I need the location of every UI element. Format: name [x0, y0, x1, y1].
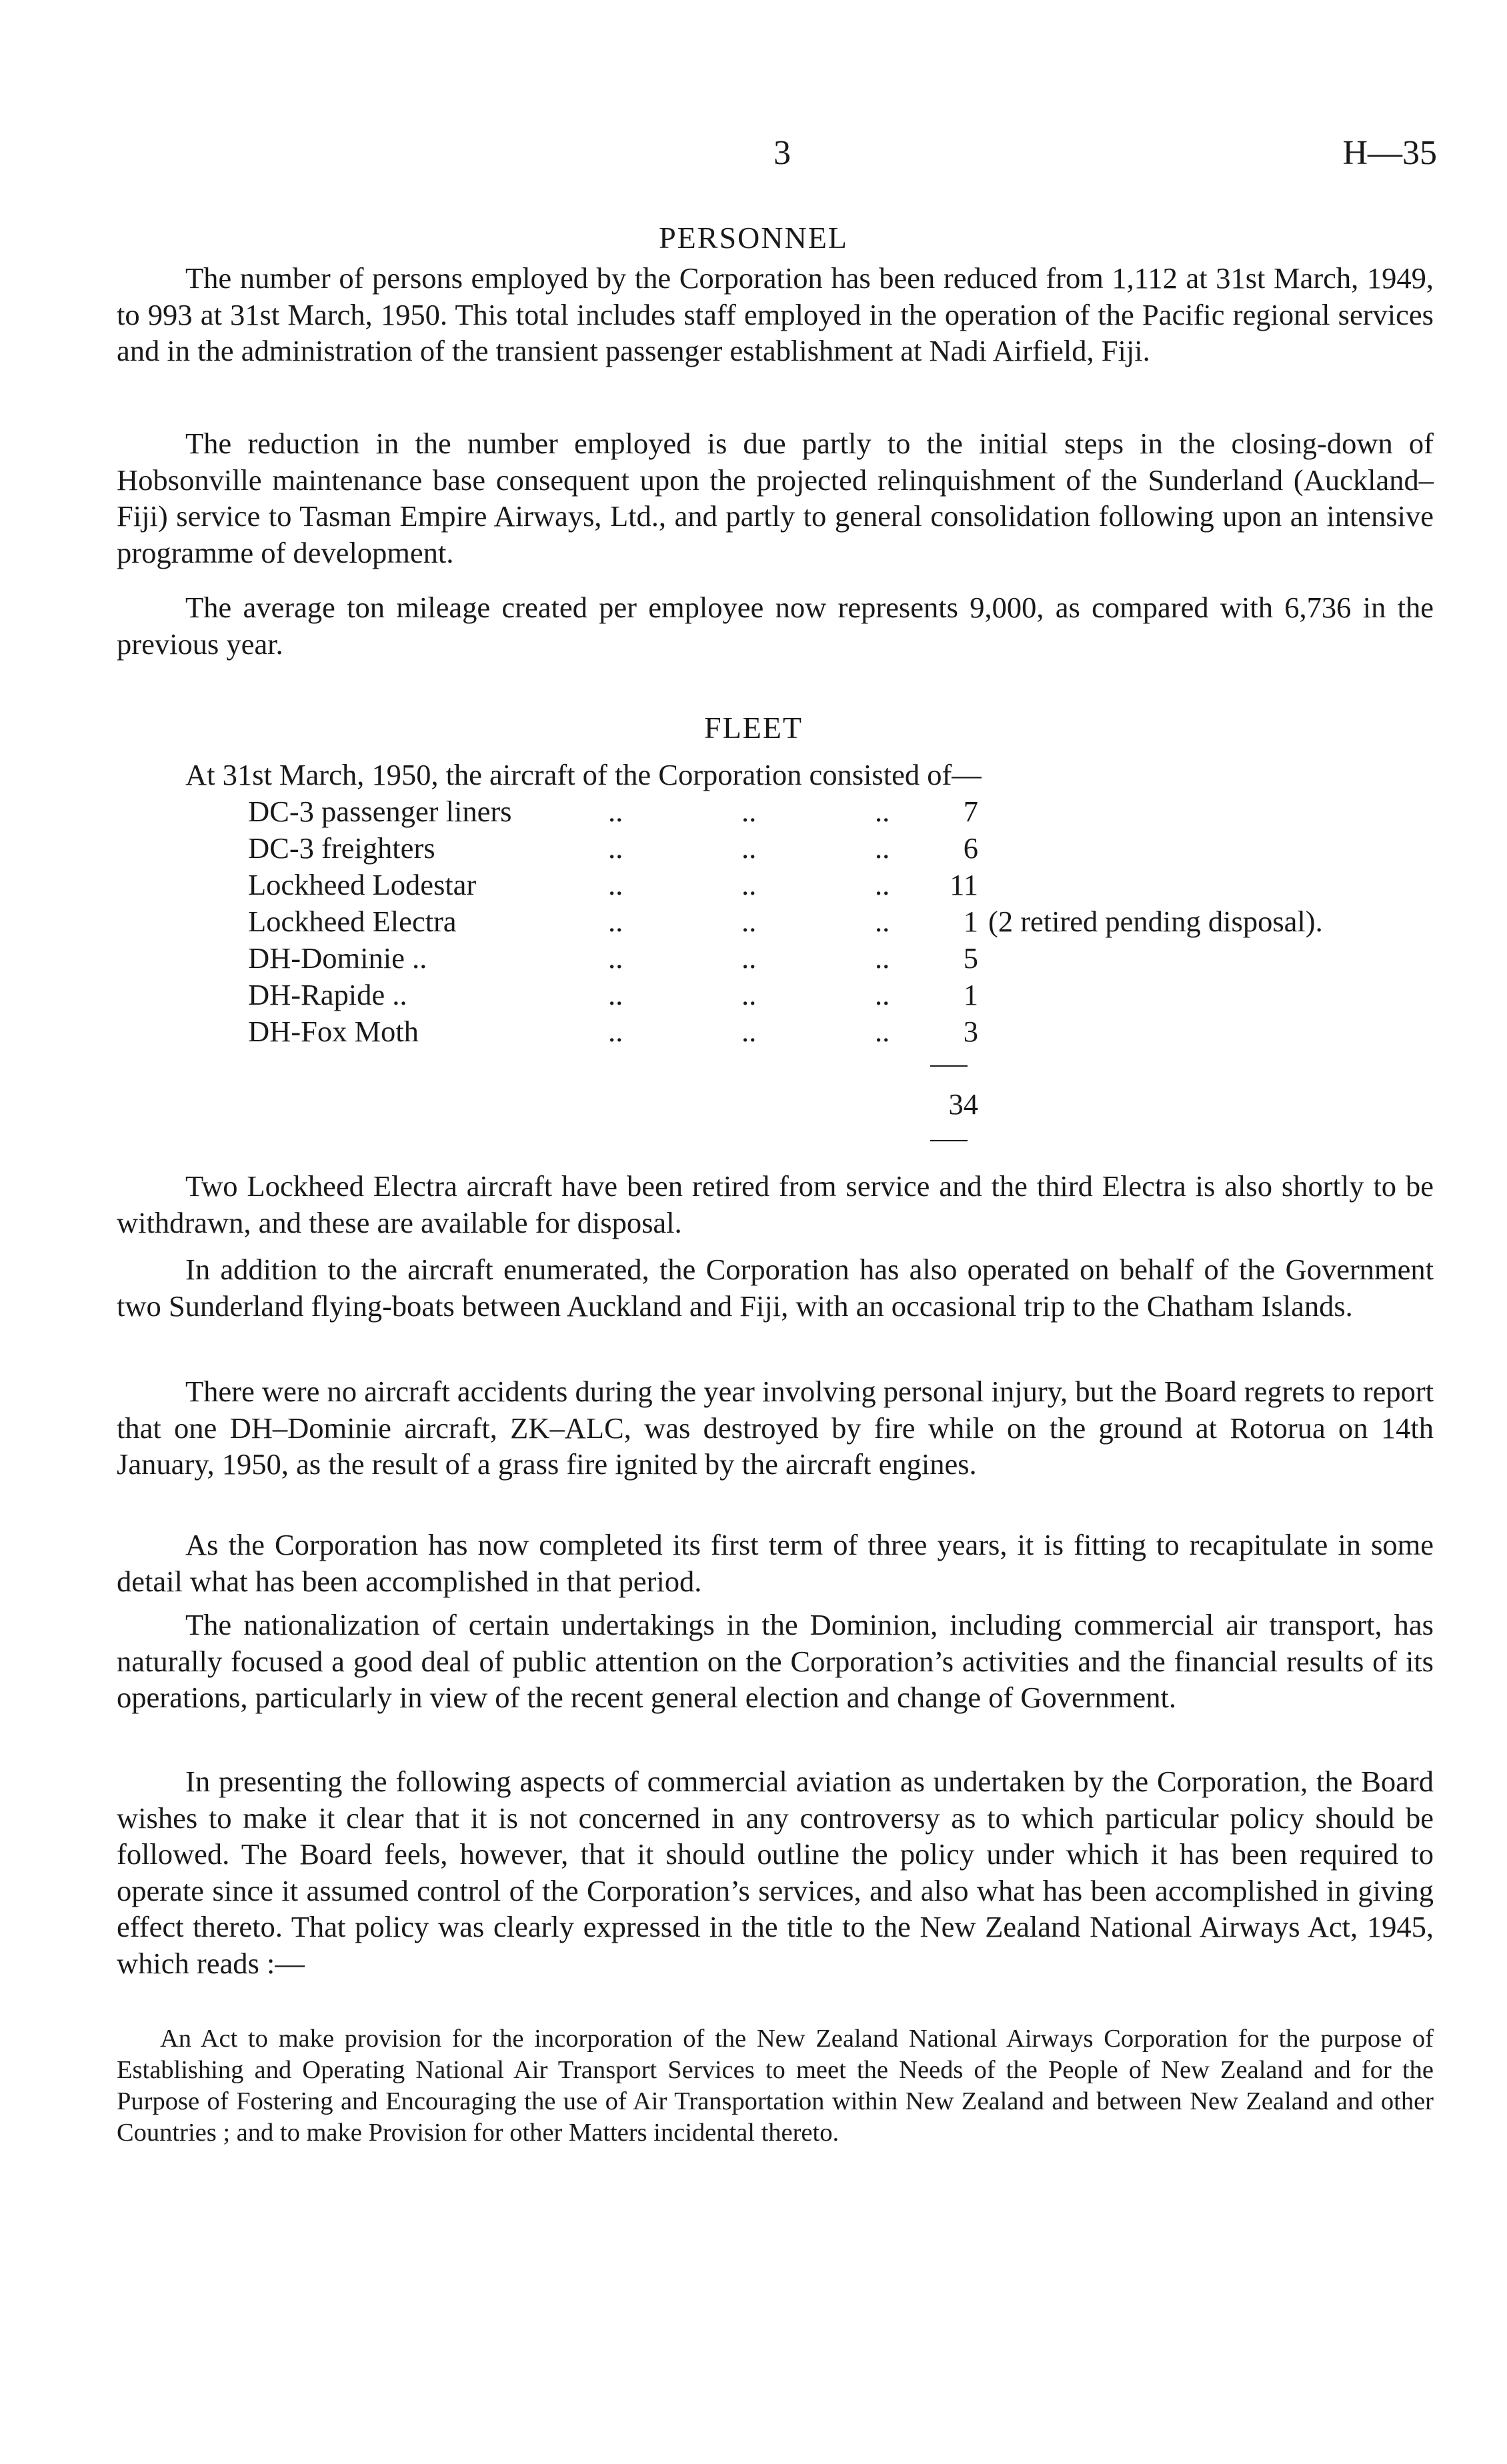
leader-dots: ..: [875, 795, 890, 828]
leader-dots: ..: [741, 831, 757, 865]
aircraft-note: (2 retired pending disposal).: [988, 905, 1323, 938]
aircraft-count: 5: [963, 941, 978, 975]
act-title-quote: An Act to make provision for the incorporation of the New Zealand National Airways Corporation for the purpose of Establishing and Operating National Air Transport Services to meet the Needs of the People of New Zealand and for the Purpose of Fostering and Encouraging the use of Air Transportation within New Zealand and between New Zealand and other Countries ; and to make Provision for other Matters incidental thereto.: [117, 2025, 1434, 2147]
leader-dots: ..: [608, 978, 623, 1011]
paragraph: There were no aircraft accidents during the year involving personal injury, but the Board regrets to report that one DH–Dominie aircraft, ZK–ALC, was destroyed by fire while on the ground at Rotorua on 14th January, 1950, as the result of a grass fire ignited by the aircraft engines.: [117, 1375, 1434, 1481]
leader-dots: ..: [608, 868, 623, 901]
leader-dots: ..: [875, 978, 890, 1011]
aircraft-count: 3: [963, 1015, 978, 1048]
aircraft-count: 6: [963, 831, 978, 865]
leader-dots: ..: [608, 905, 623, 938]
leader-dots: ..: [741, 1015, 757, 1048]
total-rule-top: [930, 1065, 968, 1067]
aircraft-count: 1: [963, 978, 978, 1011]
aircraft-name: DH-Fox Moth: [248, 1015, 419, 1048]
leader-dots: ..: [741, 905, 757, 938]
fleet-total: 34: [948, 1087, 978, 1121]
aircraft-count: 7: [963, 795, 978, 828]
document-reference: H—35: [1342, 134, 1437, 172]
paragraph: The number of persons employed by the Corporation has been reduced from 1,112 at 31st March, 1949, to 993 at 31st March, 1950. This total includes staff employed in the operation of the Pacific regional services and in the administration of the transient passenger establishment at Nadi Airfield, Fiji.: [117, 261, 1434, 367]
aircraft-name: DC-3 passenger liners: [248, 795, 512, 828]
section-heading-fleet: FLEET: [704, 711, 803, 745]
aircraft-name: DH-Dominie ..: [248, 941, 427, 975]
aircraft-name: Lockheed Electra: [248, 905, 457, 938]
leader-dots: ..: [608, 1015, 623, 1048]
leader-dots: ..: [875, 1015, 890, 1048]
aircraft-name: Lockheed Lodestar: [248, 868, 477, 901]
total-rule-bottom: [930, 1140, 968, 1141]
leader-dots: ..: [875, 868, 890, 901]
leader-dots: ..: [875, 831, 890, 865]
leader-dots: ..: [608, 831, 623, 865]
leader-dots: ..: [741, 795, 757, 828]
section-heading-personnel: PERSONNEL: [659, 221, 848, 255]
leader-dots: ..: [608, 941, 623, 975]
paragraph: As the Corporation has now completed its first term of three years, it is fitting to recapitulate in some detail what has been accomplished in that period.: [117, 1528, 1434, 1598]
paragraph: The average ton mileage created per employee now represents 9,000, as compared with 6,736 in the previous year.: [117, 591, 1434, 661]
leader-dots: ..: [741, 941, 757, 975]
paragraph: The nationalization of certain undertakings in the Dominion, including commercial air transport, has naturally focused a good deal of public attention on the Corporation’s activities and the financial results of its operations, particularly in view of the recent general election and change of Government.: [117, 1608, 1434, 1714]
paragraph: Two Lockheed Electra aircraft have been retired from service and the third Electra is also shortly to be withdrawn, and these are available for disposal.: [117, 1169, 1434, 1239]
aircraft-name: DC-3 freighters: [248, 831, 435, 865]
aircraft-name: DH-Rapide ..: [248, 978, 407, 1011]
paragraph: The reduction in the number employed is due partly to the initial steps in the closing-down of Hobsonville maintenance base consequent upon the projected relinquishment of the Sunderland (Auckland–Fiji) service to Tasman Empire Airways, Ltd., and partly to general consolidation following upon an intensive programme of development.: [117, 427, 1434, 569]
page-number: 3: [774, 134, 791, 172]
paragraph: In presenting the following aspects of commercial aviation as undertaken by the Corporation, the Board wishes to make it clear that it is not concerned in any controversy as to which particular policy should be followed. The Board feels, however, that it should outline the policy under which it has been required to operate since it assumed control of the Corporation’s services, and also what has been accomplished in giving effect thereto. That policy was clearly expressed in the title to the New Zealand National Airways Act, 1945, which reads :—: [117, 1765, 1434, 1980]
paragraph: In addition to the aircraft enumerated, the Corporation has also operated on behalf of the Government two Sunderland flying-boats between Auckland and Fiji, with an occasional trip to the Chatham Islands.: [117, 1253, 1434, 1323]
aircraft-count: 11: [950, 868, 978, 901]
fleet-intro: At 31st March, 1950, the aircraft of the Corporation consisted of—: [185, 758, 982, 791]
leader-dots: ..: [608, 795, 623, 828]
leader-dots: ..: [875, 941, 890, 975]
leader-dots: ..: [741, 978, 757, 1011]
leader-dots: ..: [875, 905, 890, 938]
leader-dots: ..: [741, 868, 757, 901]
aircraft-count: 1: [963, 905, 978, 938]
